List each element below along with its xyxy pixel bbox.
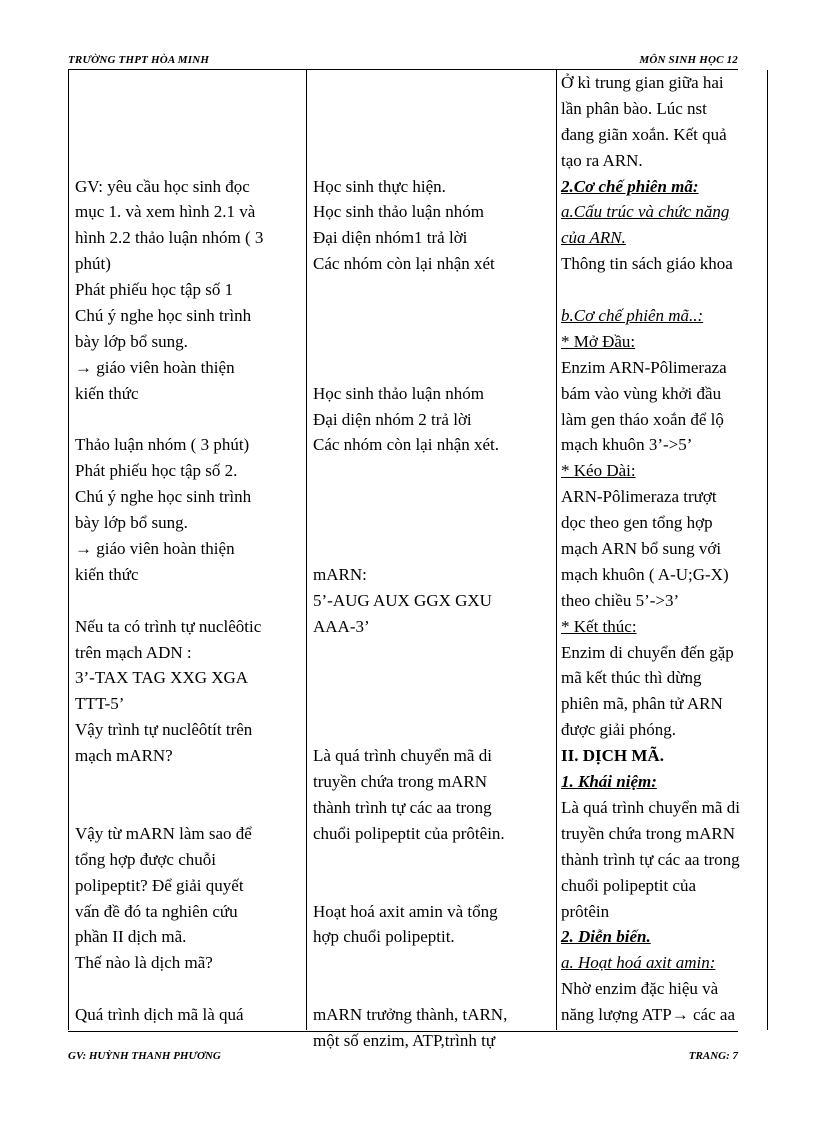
- col1-line: [75, 96, 303, 122]
- teacher-name: GV: HUỲNH THANH PHƯƠNG: [68, 1050, 221, 1062]
- col2-line: [313, 665, 553, 691]
- col2-line: thành trình tự các aa trong: [313, 797, 492, 817]
- col3-line: Thông tin sách giáo khoa: [561, 254, 733, 274]
- col2-line: mARN trưởng thành, tARN,: [313, 1005, 508, 1025]
- col3-line: Enzim ARN-Pôlimeraza: [561, 357, 727, 377]
- col1-line: TTT-5’: [75, 694, 125, 714]
- col1-line: [75, 407, 303, 433]
- col3-line: đang giãn xoắn. Kết quả: [561, 124, 727, 144]
- col1-line: bày lớp bổ sung.: [75, 513, 188, 533]
- col3-line: phiên mã, phân tử ARN: [561, 694, 723, 714]
- col2-line: Các nhóm còn lại nhận xét.: [313, 435, 500, 455]
- page-footer: [68, 1031, 738, 1072]
- teacher-activity-column: [75, 70, 303, 1028]
- subject-name: MÔN SINH HỌC 12: [639, 54, 738, 66]
- col3-line: a. Hoạt hoá axit amin:: [561, 953, 716, 973]
- col3-line: ARN-Pôlimeraza trượt: [561, 487, 717, 507]
- col2-line: [313, 122, 553, 148]
- col1-line: [75, 588, 303, 614]
- col2-line: AAA-3’: [313, 616, 370, 636]
- col2-line: [313, 484, 553, 510]
- col3-line: b.Cơ chế phiên mã..:: [561, 306, 704, 326]
- col1-line: GV: yêu cầu học sinh đọc: [75, 176, 250, 196]
- col1-line: Vậy từ mARN làm sao để: [75, 823, 252, 843]
- col1-line: 3’-TAX TAG XXG XGA: [75, 668, 249, 688]
- col2-line: [313, 950, 553, 976]
- col3-line: * Kết thúc:: [561, 616, 637, 636]
- col2-line: Học sinh thực hiện.: [313, 176, 446, 196]
- col1-line: Thế nào là dịch mã?: [75, 953, 213, 973]
- col1-line: Quá trình dịch mã là quá: [75, 1005, 244, 1025]
- col2-line: Học sinh thảo luận nhóm: [313, 202, 484, 222]
- col2-line: Học sinh thảo luận nhóm: [313, 383, 484, 403]
- col3-line: 1. Khái niệm:: [561, 772, 657, 792]
- col3-line: lần phân bào. Lúc nst: [561, 98, 707, 118]
- col2-line: [313, 847, 553, 873]
- col1-line: [75, 148, 303, 174]
- col2-line: [313, 96, 553, 122]
- col1-line: Phát phiếu học tập số 1: [75, 280, 234, 300]
- col2-line: [313, 536, 553, 562]
- col2-line: [313, 458, 553, 484]
- col1-line: tổng hợp được chuỗi: [75, 849, 216, 869]
- col2-line: chuổi polipeptit của prôtêin.: [313, 823, 505, 843]
- col3-line: 2. Diễn biến.: [561, 927, 651, 947]
- column-divider: [556, 70, 557, 1030]
- col3-line: 2.Cơ chế phiên mã:: [561, 176, 699, 196]
- col3-line: làm gen tháo xoắn để lộ: [561, 409, 724, 429]
- col2-line: [313, 70, 553, 96]
- col2-line: mARN:: [313, 564, 367, 584]
- page-header: [68, 53, 738, 70]
- col2-line: truyền chứa trong mARN: [313, 772, 487, 792]
- col3-line: bám vào vùng khởi đầu: [561, 383, 722, 403]
- col1-line: phút): [75, 254, 111, 274]
- col3-line: thành trình tự các aa trong: [561, 849, 740, 869]
- col2-line: Hoạt hoá axit amin và tổng: [313, 901, 498, 921]
- col3-line: Nhờ enzim đặc hiệu và: [561, 979, 719, 999]
- col1-line: bày lớp bổ sung.: [75, 331, 188, 351]
- col2-line: [313, 148, 553, 174]
- col1-line: phần II dịch mã.: [75, 927, 187, 947]
- col2-line: 5’-AUG AUX GGX GXU: [313, 590, 492, 610]
- student-activity-column: [313, 70, 553, 1054]
- col2-line: [313, 640, 553, 666]
- col1-line: [75, 70, 303, 96]
- col3-line: Là quá trình chuyển mã di: [561, 797, 740, 817]
- col3-line: mã kết thúc thì dừng: [561, 668, 702, 688]
- col1-line: [75, 769, 303, 795]
- col2-line: [313, 329, 553, 355]
- col1-line: Thảo luận nhóm ( 3 phút): [75, 435, 250, 455]
- column-divider: [306, 70, 307, 1030]
- col1-line: [75, 795, 303, 821]
- col2-line: một số enzim, ATP,trình tự: [313, 1030, 496, 1050]
- col1-line: Nếu ta có trình tự nuclêôtic: [75, 616, 262, 636]
- col2-line: [313, 277, 553, 303]
- col1-line: mạch mARN?: [75, 746, 173, 766]
- col2-line: Đại diện nhóm1 trả lời: [313, 228, 468, 248]
- col3-line: tạo ra ARN.: [561, 150, 643, 170]
- col1-line: kiến thức: [75, 383, 139, 403]
- col2-line: [313, 691, 553, 717]
- col2-line: hợp chuổi polipeptit.: [313, 927, 455, 947]
- col1-line: Vậy trình tự nuclêôtít trên: [75, 720, 253, 740]
- col2-line: [313, 976, 553, 1002]
- col1-line: kiến thức: [75, 564, 139, 584]
- col3-line: Ở kì trung gian giữa hai: [561, 73, 724, 92]
- col2-line: Là quá trình chuyển mã di: [313, 746, 492, 766]
- col1-line: → giáo viên hoàn thiện: [75, 539, 235, 559]
- col3-line: mạch khuôn 3’->5’: [561, 435, 693, 455]
- col1-line: Chú ý nghe học sinh trình: [75, 487, 252, 507]
- col3-line: mạch ARN bổ sung với: [561, 539, 722, 559]
- page-number: TRANG: 7: [688, 1050, 738, 1062]
- col3-line: a.Cấu trúc và chức năng: [561, 202, 730, 222]
- col3-line: của ARN.: [561, 228, 626, 248]
- col3-line: theo chiều 5’->3’: [561, 590, 680, 610]
- col2-line: [313, 873, 553, 899]
- col2-line: Các nhóm còn lại nhận xét: [313, 254, 495, 274]
- school-name: TRƯỜNG THPT HÒA MINH: [68, 54, 210, 66]
- col2-line: [313, 303, 553, 329]
- col1-line: mục 1. và xem hình 2.1 và: [75, 202, 256, 222]
- col3-line: * Mở Đầu:: [561, 331, 636, 351]
- col1-line: → giáo viên hoàn thiện: [75, 357, 235, 377]
- col3-line: Enzim di chuyển đến gặp: [561, 642, 734, 662]
- col1-line: [75, 122, 303, 148]
- col3-line: dọc theo gen tổng hợp: [561, 513, 713, 533]
- col2-line: [313, 510, 553, 536]
- col2-line: [313, 717, 553, 743]
- col1-line: [75, 976, 303, 1002]
- col1-line: hình 2.2 thảo luận nhóm ( 3: [75, 228, 264, 248]
- col1-line: vấn đề đó ta nghiên cứu: [75, 901, 238, 921]
- col1-line: polipeptit? Để giải quyết: [75, 875, 244, 895]
- lesson-table: [68, 70, 768, 1050]
- col1-line: trên mạch ADN :: [75, 642, 192, 662]
- col3-line: prôtêin: [561, 901, 610, 921]
- col3-line: II. DỊCH MÃ.: [561, 746, 664, 766]
- col3-line: năng lượng ATP→ các aa: [561, 1005, 735, 1025]
- col3-line: được giải phóng.: [561, 720, 676, 740]
- col2-line: [313, 355, 553, 381]
- col1-line: Chú ý nghe học sinh trình: [75, 306, 252, 326]
- col3-line: chuổi polipeptit của: [561, 875, 697, 895]
- col3-line: mạch khuôn ( A-U;G-X): [561, 564, 729, 584]
- col3-line: [561, 277, 761, 303]
- content-column: [561, 70, 761, 1028]
- col3-line: truyền chứa trong mARN: [561, 823, 735, 843]
- col2-line: Đại diện nhóm 2 trả lời: [313, 409, 472, 429]
- col1-line: Phát phiếu học tập số 2.: [75, 461, 238, 481]
- col3-line: * Kéo Dài:: [561, 461, 636, 481]
